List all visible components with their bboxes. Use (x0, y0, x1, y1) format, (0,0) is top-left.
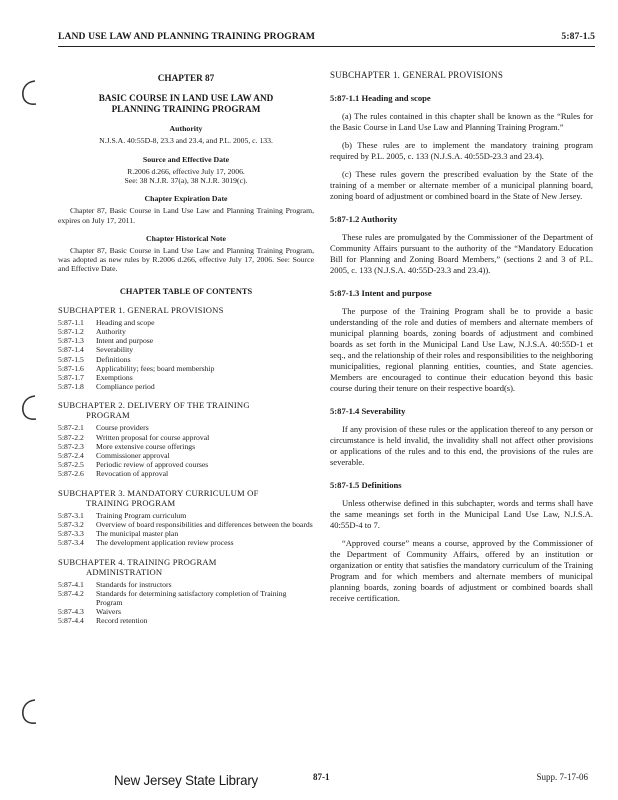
toc-entry-number: 5:87-4.2 (58, 588, 84, 598)
toc-entry-title: Intent and purpose (96, 336, 154, 346)
section-heading: 5:87-1.1 Heading and scope (330, 93, 431, 103)
toc-list (58, 511, 314, 548)
toc-entry-number: 5:87-2.1 (58, 423, 84, 433)
source-heading: Source and Effective Date (142, 154, 230, 164)
authority-heading: Authority (169, 124, 203, 134)
toc-entry (58, 382, 314, 391)
toc-entry (58, 433, 314, 442)
toc-list (58, 580, 314, 626)
section-heading: 5:87-1.5 Definitions (330, 480, 402, 490)
authority-text: N.J.S.A. 40:55D-8, 23.3 and 23.4, and P.L. 2005, c. 133. (99, 136, 273, 146)
section-heading: 5:87-1.2 Authority (330, 214, 398, 224)
toc-entry-number: 5:87-3.1 (58, 510, 84, 520)
toc-entry (58, 529, 314, 538)
toc-entry (58, 607, 314, 616)
section-paragraph: These rules are promulgated by the Commissioner of the Department of Community Affairs pursuant to the authority of the “Mandatory Education Bill for Planning and Zoning Board Members,” (sections 2 and 3 of P.L. 2005, c. 133 (N.J.S.A. 40:55D-23.3 and 23.4)). (330, 232, 593, 275)
section-paragraph: Unless otherwise defined in this subchapter, words and terms shall have the same meanings set forth in the Municipal Land Use Law, N.J.S.A. 40:55D-4 to 7. (330, 498, 593, 530)
toc-entry-number: 5:87-1.2 (58, 327, 84, 337)
toc-entry-title: Exemptions (96, 373, 133, 383)
toc-entry-number: 5:87-1.3 (58, 336, 84, 346)
toc-entry (58, 451, 314, 460)
toc-entry (58, 442, 314, 451)
toc-subchapter-heading (58, 488, 314, 508)
toc-entry-title: Severability (96, 345, 134, 355)
section-paragraph: The purpose of the Training Program shall be to provide a basic understanding of the role and duties of members and alternate members of municipal planning boards, zoning boards of adjustment and combined boards as set forth in the Municipal Land Use Law, N.J.S.A. 40:55D-1 et seq., and the relationship of their roles and responsibilities to the neighboring municipalities, regional planning entities, counties, and State agencies. Members are encouraged to continue their education beyond this basic course during their tenure on their respective board(s). (330, 306, 593, 393)
toc-entry-number: 5:87-2.5 (58, 460, 84, 470)
toc-subchapter-line: SUBCHAPTER 2. DELIVERY OF THE TRAINING (58, 400, 250, 411)
toc-entry (58, 511, 314, 520)
toc-subchapter-heading (58, 557, 314, 577)
section-heading: 5:87-1.3 Intent and purpose (330, 288, 432, 298)
history-text: Chapter 87, Basic Course in Land Use Law and Planning Training Program, was adopted as new rules by R.2006 d.266, effective July 17, 2006. See: Source and Effective Date. (58, 246, 314, 274)
toc-entry-title: Periodic review of approved courses (96, 460, 209, 470)
toc-entry (58, 469, 314, 478)
toc-entry-number: 5:87-1.7 (58, 373, 84, 383)
header-title: LAND USE LAW AND PLANNING TRAINING PROGRAM (58, 31, 316, 42)
toc-subchapter-line: PROGRAM (86, 410, 130, 421)
running-header (58, 28, 595, 47)
toc-entry-title: Course providers (96, 423, 149, 433)
toc-entry (58, 318, 314, 327)
toc-subchapter-line: ADMINISTRATION (86, 566, 163, 577)
toc-entry-number: 5:87-3.3 (58, 529, 84, 539)
chapter-title: BASIC COURSE IN LAND USE LAW AND PLANNING TRAINING PROGRAM (98, 93, 274, 115)
toc-subchapter-line: SUBCHAPTER 4. TRAINING PROGRAM (58, 556, 217, 567)
toc-entry (58, 373, 314, 382)
toc-entry (58, 520, 314, 529)
toc-entry (58, 364, 314, 373)
toc-entry-number: 5:87-2.4 (58, 451, 84, 461)
toc-entry (58, 460, 314, 469)
toc-entry-title: More extensive course offerings (96, 441, 196, 451)
toc-entry-number: 5:87-4.1 (58, 579, 84, 589)
toc-entry-title: Applicability; fees; board membership (96, 363, 215, 373)
toc-list (58, 423, 314, 478)
source-line: See: 38 N.J.R. 37(a), 38 N.J.R. 3019(c). (124, 176, 248, 186)
section-paragraph: (a) The rules contained in this chapter shall be known as the “Rules for the Basic Course in Land Use Law and Planning Training Program.” (330, 111, 593, 132)
toc-entry (58, 616, 314, 625)
toc-entry-number: 5:87-1.4 (58, 345, 84, 355)
section-paragraph: (b) These rules are to implement the mandatory training program required by P.L. 2005, c. 133 (N.J.S.A. 40:55D-23.3 and 23.4). (330, 140, 593, 161)
toc-entry-number: 5:87-2.3 (58, 441, 84, 451)
toc-entry-title: Revocation of approval (96, 469, 169, 479)
toc-entry-title: Training Program curriculum (96, 510, 187, 520)
punch-hole-icon (19, 393, 41, 423)
toc-subchapter-line: TRAINING PROGRAM (86, 497, 176, 508)
chapter-number: CHAPTER 87 (157, 73, 215, 83)
toc-entry-title: The municipal master plan (96, 529, 179, 539)
subchapter-heading: SUBCHAPTER 1. GENERAL PROVISIONS (330, 70, 504, 80)
section-paragraph: (c) These rules govern the prescribed evaluation by the State of the training of a member or alternate member of a municipal planning board, zoning board of adjustment or combined board in the State of New Jersey. (330, 169, 593, 201)
toc-entry-number: 5:87-2.6 (58, 469, 84, 479)
toc-entry-number: 5:87-3.2 (58, 519, 84, 529)
toc-subchapter-line: SUBCHAPTER 3. MANDATORY CURRICULUM OF (58, 487, 259, 498)
toc-entry-title: Standards for instructors (96, 579, 172, 589)
toc-entry-number: 5:87-1.1 (58, 317, 84, 327)
toc-entry-title: The development application review process (96, 538, 234, 548)
header-section-number: 5:87-1.5 (561, 31, 595, 42)
toc-entry-title: Record retention (96, 616, 148, 626)
source-line: R.2006 d.266, effective July 17, 2006. (127, 166, 245, 176)
toc-subchapter-line: SUBCHAPTER 1. GENERAL PROVISIONS (58, 304, 224, 315)
punch-hole-icon (19, 78, 41, 108)
toc-entry (58, 538, 314, 547)
toc-entry-title: Commissioner approval (96, 451, 170, 461)
toc-entry (58, 355, 314, 364)
toc-entry-number: 5:87-1.6 (58, 363, 84, 373)
toc-entry-number: 5:87-1.8 (58, 382, 84, 392)
right-column (330, 70, 593, 604)
toc-entry-number: 5:87-4.4 (58, 616, 84, 626)
toc-entry-number: 5:87-2.2 (58, 432, 84, 442)
toc-entry-number: 5:87-1.5 (58, 354, 84, 364)
expiration-text: Chapter 87, Basic Course in Land Use Law and Planning Training Program, expires on July 17, 2011. (58, 206, 314, 225)
history-heading: Chapter Historical Note (146, 233, 226, 243)
toc-entry (58, 423, 314, 432)
left-column (58, 70, 314, 626)
toc-entry-number: 5:87-3.4 (58, 538, 84, 548)
page-footer (0, 771, 618, 791)
toc-subchapter-heading (58, 305, 314, 315)
section-paragraph: “Approved course” means a course, approved by the Commissioner of the Department of Community Affairs, offered by an institution or organization or entity that satisfies the mandatory curriculum of the Training Program and for which members and alternate members of municipal planning boards, zoning boards of adjustment or combined boards shall receive certification. (330, 538, 593, 603)
toc-list (58, 318, 314, 392)
table-of-contents (58, 305, 314, 626)
page-number: 87-1 (313, 772, 330, 782)
toc-entry (58, 580, 314, 589)
toc-entry-title: Authority (96, 327, 126, 337)
toc-subchapter-heading (58, 400, 314, 420)
toc-entry-title: Overview of board responsibilities and differences between the boards (96, 519, 313, 529)
toc-entry-title: Waivers (96, 607, 121, 617)
expiration-heading: Chapter Expiration Date (144, 194, 228, 204)
toc-entry-number: 5:87-4.3 (58, 607, 84, 617)
section-heading: 5:87-1.4 Severability (330, 406, 406, 416)
toc-entry-title: Compliance period (96, 382, 155, 392)
section-paragraph: If any provision of these rules or the application thereof to any person or circumstance is held invalid, the invalidity shall not affect other provisions or applications of the rules and to this end, the provisions of the rules are severable. (330, 424, 593, 467)
toc-entry-title: Heading and scope (96, 317, 155, 327)
supplement-date: Supp. 7-17-06 (536, 772, 588, 782)
toc-heading: CHAPTER TABLE OF CONTENTS (119, 286, 253, 296)
toc-entry (58, 589, 314, 607)
library-stamp: New Jersey State Library (114, 772, 259, 788)
toc-entry (58, 327, 314, 336)
toc-entry-title: Written proposal for course approval (96, 432, 210, 442)
punch-hole-icon (19, 697, 41, 727)
toc-entry-title: Standards for determining satisfactory completion of Training Program (96, 588, 287, 607)
toc-entry-title: Definitions (96, 354, 131, 364)
toc-entry (58, 345, 314, 354)
toc-entry (58, 336, 314, 345)
